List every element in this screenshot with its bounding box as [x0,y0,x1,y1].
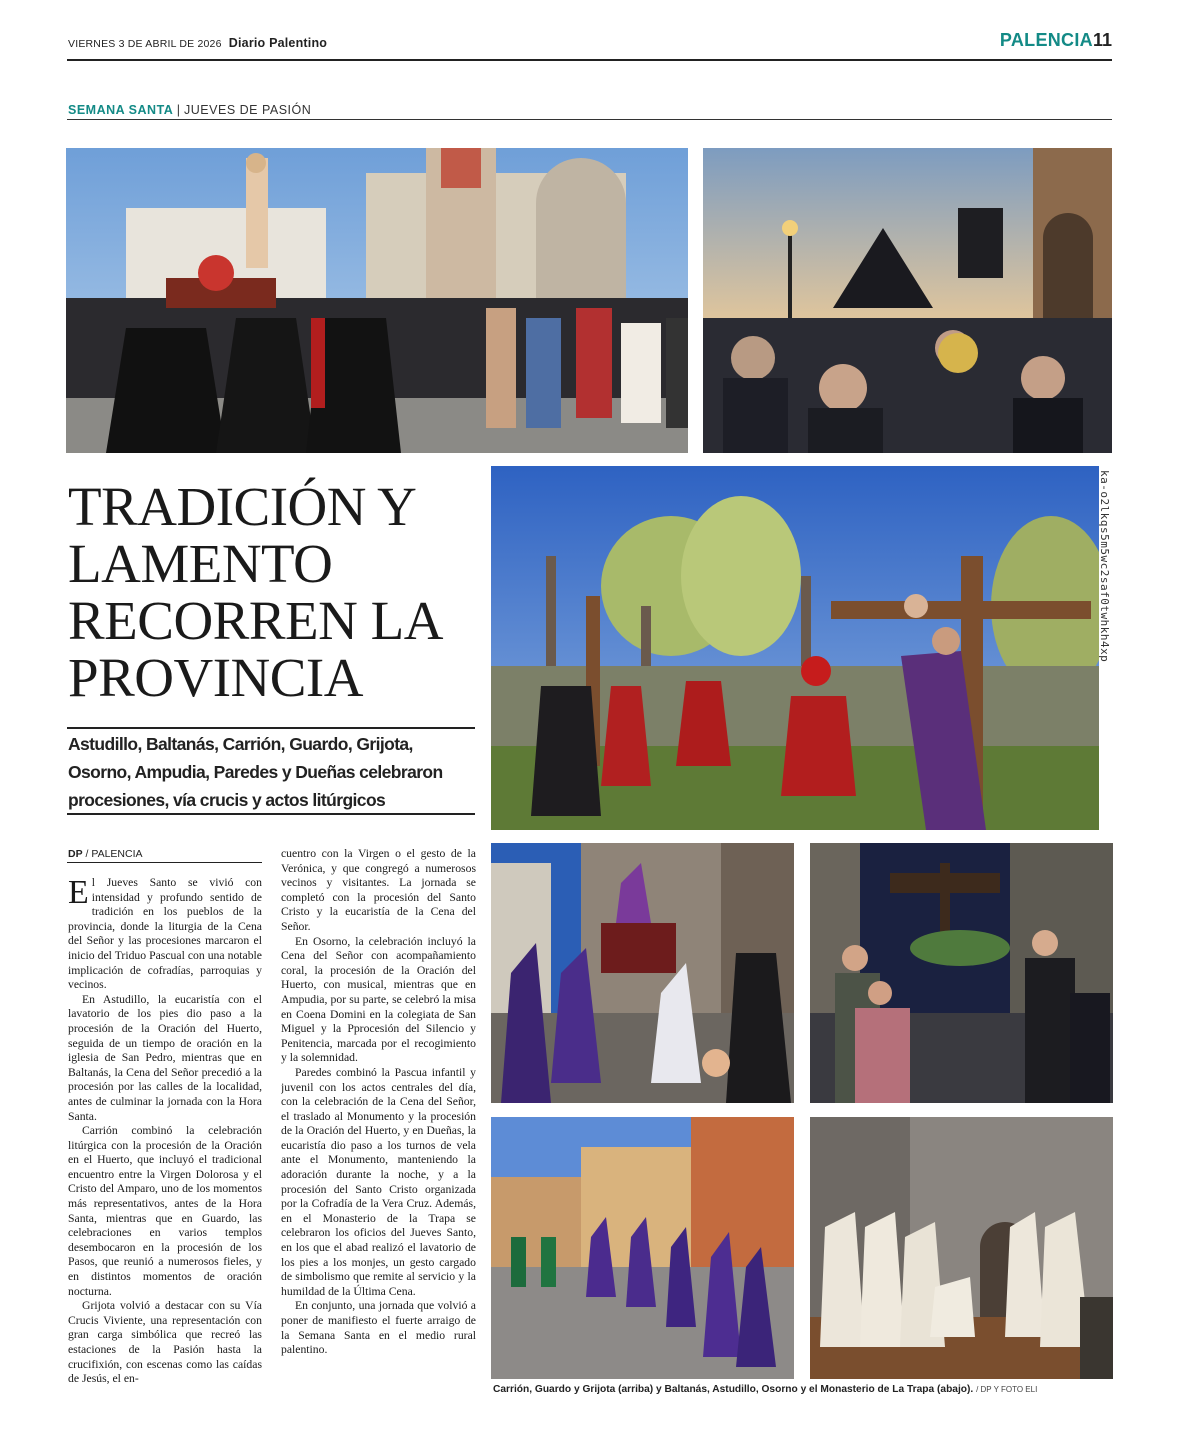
kicker-separator: | [176,103,181,117]
subhead: Astudillo, Baltanás, Carrión, Guardo, Grijota, Osorno, Ampudia, Paredes y Dueñas celebraron procesiones, vía crucis y actos litúrgicos [68,734,443,810]
page-number: 11 [1092,30,1112,50]
header-date: VIERNES 3 DE ABRIL DE 2026 [68,38,222,50]
byline-agency: DP [68,848,83,860]
kicker-rule [67,119,1112,120]
side-code: ka-o2lkqs5m5wc2saf0twhkh4xp [1098,470,1111,663]
header-rule [67,59,1112,61]
photo-osorno [491,1117,794,1379]
newspaper-name: Diario Palentino [228,36,328,50]
paragraph: Carrión combinó la celebración litúrgica con la procesión de la Oración en el Huerto, que incluyó el tradicional encuentro entre la Virgen Dolorosa y el Cristo del Amparo, uno de los momentos más representativos, antes de la Hora Santa, mientras que en Guardo, las celebraciones en varios templos desembocaron en la procesión de los Pasos, que reunió a numerosos fieles, y en distintos momentos de oración nocturna. [68,1124,262,1298]
paragraph: En Astudillo, la eucaristía con el lavatorio de los pies dio paso a la procesión de la Oración del Huerto, seguida de un tiempo de oración en la iglesia de San Pedro, mientras que en Baltanás, la Cena del Señor precedió a la procesión por las calles de la localidad, antes de culminar la jornada con la Hora Santa. [68,992,262,1123]
header-date-line [68,36,327,50]
photo-credit: / DP Y FOTO ELI [976,1385,1038,1394]
section-name: PALENCIA [999,30,1093,50]
subhead-bottom-rule [67,813,475,815]
photo-band-guardo [703,148,1112,453]
article-column-2 [281,847,476,1400]
photo-procession-carrion [66,148,688,453]
paragraph: Grijota volvió a destacar con su Vía Crucis Viviente, una representación con gran carga simbólica que recreó las estaciones de la Pasión hasta la crucifixión, con escenas como las caídas de Jesús, el en- [68,1299,262,1386]
paragraph: En Osorno, la celebración incluyó la Cena del Señor con acompañamiento coral, la procesión de la Oración del Huerto, con musical, mientras que en Ampudia, por su parte, se celebró la misa en Coena Domini en la colegiata de San Miguel y la Pprocesión del Silencio y Penitencia, marcada por el recogimiento y la solemnidad. [281,934,476,1065]
kicker [68,103,311,117]
article-column-1 [68,876,262,1400]
headline: TRADICIÓN Y LAMENTO RECORREN LA PROVINCIA [68,476,440,708]
photo-la-trapa [810,1117,1113,1379]
paragraph: Paredes combinó la Pascua infantil y juvenil con los actos centrales del día, con la celebración de la Cena del Señor, el traslado al Monumento y la procesión de la Oración del Huerto, y en Dueñas, la eucaristía dio paso a los turnos de vela ante el Monumento, manteniendo la adoración durante la noche, y a la procesión del Santo Cristo organizada por la Cofradía de la Vera Cruz. Además, en el Monasterio de la Trapa se celebraron los oficios del Jueves Santo, en los que el abad realizó el lavatorio de los pies a los monjes, un gesto cargado de simbolismo que remite al servicio y la humildad de la Última Cena. [281,1065,476,1298]
byline-rule [67,862,262,863]
photo-baltanas [491,843,794,1103]
paragraph: cuentro con la Virgen o el gesto de la Verónica, y que congregó a numerosos vecinos y visitantes. La jornada se completó con la procesión del Santo Cristo y la eucaristía de la Cena del Señor. [281,847,476,933]
kicker-section: SEMANA SANTA [68,103,174,117]
subhead-top-rule [67,727,475,729]
drop-cap: E [68,876,89,911]
caption-text: Carrión, Guardo y Grijota (arriba) y Baltanás, Astudillo, Osorno y el Monasterio de La Trapa (abajo). [493,1384,974,1395]
photo-caption [493,1384,1113,1395]
section-page-label [1000,30,1112,51]
photo-astudillo [810,843,1113,1103]
byline [68,848,143,860]
byline-location: / PALENCIA [85,848,143,860]
paragraph: El Jueves Santo se vivió con intensidad y profundo sentido de tradición en los pueblos de la provincia, donde la liturgia de la Cena del Señor y las procesiones marcaron el inicio del Triduo Pascual con una notable implicación de cofradías, parroquias y vecinos. [68,876,262,992]
kicker-topic: JUEVES DE PASIÓN [184,103,312,117]
photo-via-crucis-grijota [491,466,1099,830]
paragraph: En conjunto, una jornada que volvió a poner de manifiesto el fuerte arraigo de la Semana Santa en el medio rural palentino. [281,1299,476,1357]
